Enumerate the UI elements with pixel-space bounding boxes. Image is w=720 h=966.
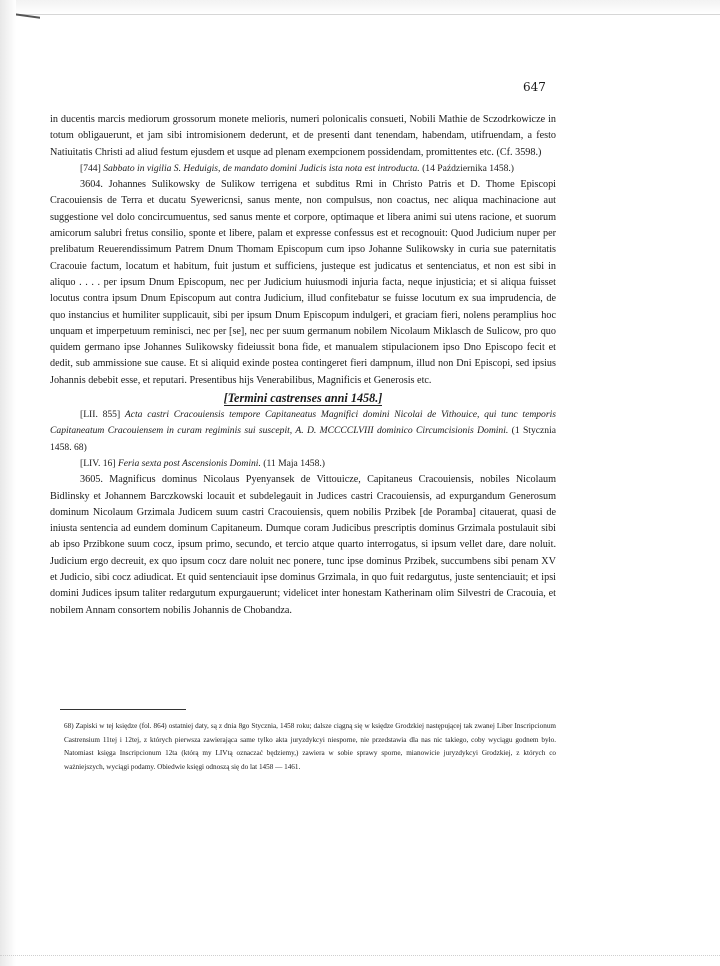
editorial-note-liv-16 — [50, 456, 556, 472]
note-reference: [LIV. 16] — [80, 457, 116, 469]
footnote-mark: 68) — [64, 722, 74, 730]
scan-left-edge — [0, 0, 16, 966]
page-number: 647 — [523, 80, 546, 94]
note-reference: [LII. 855] — [80, 409, 121, 421]
section-heading-text: [Termini castrenses anni 1458.] — [223, 391, 383, 406]
section-heading — [50, 389, 556, 407]
footnote-text: Zapiski w tej księdze (fol. 864) ostatniej daty, są z dnia 8go Stycznia, 1458 roku; dalsze ciągną się w księdze Grodzkiej następującej tak zwanej Liber Inscripcionum Castrensium 11tej i 12tej, z których pierwsza zawierająca same tylko akta juryzdykcyi niesporne, nie przedstawia dla nas nic takiego, coby wyciągu godnem było. Natomiast księga Inscripcionum 12ta (którą my LIVtą oznaczać będziemy,) zawiera w sobie sprawy sporne, mianowicie juryzdykcyi Grodzkiej, z których co ważniejszych, wyciągi podamy. Obiedwie księgi odnoszą się do lat 1458 — 1461. — [64, 722, 556, 771]
note-date: (14 Października 1458.) — [422, 162, 515, 174]
note-reference: [744] — [80, 162, 101, 174]
note-text: Feria sexta post Ascensionis Domini. — [117, 457, 261, 469]
note-date: (11 Maja 1458.) — [263, 457, 325, 469]
note-date: (1 Stycznia 1458. 68) — [50, 425, 556, 453]
paragraph-3604: 3604. Johannes Sulikowsky de Sulikow terrigena et subditus Rmi in Christo Patris et D. Thome Episcopi Cracouiensis de Terra et ducatu Syewericnsi, sanus mente, non compulsus, non coactus, nec aliqua machinacione aut suggestione vel dolo concircumuentus, sed sanus mente et corpore, optimaque et libera animi sui utens racione, et suorum amicorum salubri fretus consilio, sponte et libere, palam et expresse confessus est et recognouit: Quod Judicium nuper per prelibatum Reuerendissimum Patrem Dnum Thomam Episcopum cum ipso Johanne Sulikowsky in curia sue paternitatis Cracouie factum, locatum et habitum, fuit justum et sufficiens, justeque est judicatus et sentenciatus, et non est sibi in aliquo . . . . per ipsum Dnum Episcopum, nec per Judicium huiusmodi injuria facta, neque injusticia; et si aliqua fuisset locutus contra ipsum Dnum Episcopum aut contra Judicium, illud confitebatur se fuisse locutum ex sua imprudencia, de quo instancius et humiliter supplicauit, sibi per ipsum Dnum Episcopum indulgeri, et graciam fieri, nolens peramplius hoc unquam et imperpetuum reminisci, nec per [se], nec per suum germanum nobilem Nicolaum Miklasch de Sulicow, pro quo quidem germano ipse Johannes Sulikowsky fideiussit bona fide, et manualem stipulacionem ipso Dno Episcopo fecit et dedit, sub ammissione sue cause. Et si aliquid exinde postea contingeret fieri dampnum, illud non Dni Episcopi, sed ipsius Johannis debebit esse, et reputari. Presentibus hijs Venerabilibus, Magnificis et Generosis etc. — [50, 179, 556, 386]
footnote-separator — [60, 709, 186, 710]
paragraph-3605: 3605. Magnificus dominus Nicolaus Pyenyansek de Vittouicze, Capitaneus Cracouiensis, nobiles Nicolaum Bidlinsky et Johannem Barczkowski locauit et subdelegauit in Judices castri Cracouiensis, ad expurgandum Generosum dominum Nicolaum Grzimala Judicem suum castri Cracouiensis, quem nobilis Przibek [de Poramba] citauerat, quasi de iniusta sentencia ad eundem dominum Capitaneum. Dumque coram Judicibus prescriptis dominus Grzimala postulauit sibi ab ipso Przibkone suum cocz, ipsum primo, secundo, et tercio atque quarto interrogatus, si ipsum vellet dare, dare noluit. Judicium ergo decreuit, ex quo ipsum cocz dare noluit nec ponere, tunc ipse dominus Przibek, succumbens sibi penam XV et Judicio, sibi cocz adiudicat. Et quid sentenciauit ipse dominus Grzimala, in quo fuit redargutus, juste sentenciauit; et ipsi domini Judices ipsum taliter redargutum expurgauerunt; videlicet inter honestam Katherinam olim Silvestri de Cracouia, et nobilem Annam consortem nobilis Johannis de Chobandza. — [50, 474, 556, 616]
main-text — [50, 112, 556, 619]
editorial-note-744 — [50, 161, 556, 177]
paragraph-continuation: in ducentis marcis mediorum grossorum monete melioris, numeri polonicalis consueti, Nobili Mathie de Sczodrkowicze in totum obligauerunt, et jam sibi intromisionem dederunt, et de presenti dant tenendam, habendam, utifruendam, a festo Natiuitatis Christi ad aliud festum ejusdem et usque ad plenam exempcionem possidendam, promittentes etc. (Cf. 3598.) — [50, 114, 556, 158]
editorial-note-lii-855 — [50, 407, 556, 456]
scan-top-edge — [0, 0, 720, 15]
note-text: Sabbato in vigilia S. Heduigis, de mandato domini Judicis ista nota est introducta. — [103, 162, 420, 174]
scan-bottom-edge — [0, 955, 720, 966]
footnote — [64, 720, 556, 774]
note-text: Acta castri Cracouiensis tempore Capitaneatus Magnifici domini Nicolai de Vithouice, qui tunc temporis Capitaneatum Cracouiensem in curam regiminis sui suscepit, A. D. MCCCCLVIII dominico Circumcisionis Domini. — [50, 409, 556, 437]
